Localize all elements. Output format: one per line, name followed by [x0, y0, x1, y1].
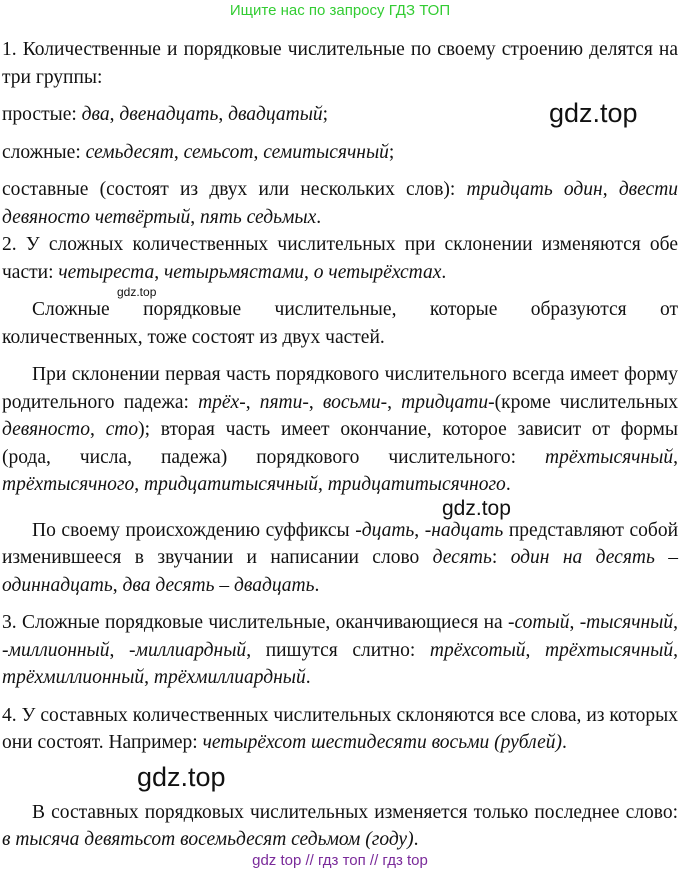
example-word: о четырёхстах	[313, 261, 442, 283]
text-run: ;	[388, 141, 395, 163]
text-run: ,	[414, 519, 425, 541]
text-run: ,	[673, 446, 678, 468]
text-run: представляют собой изменившееся в звучании и написании слово	[2, 519, 679, 568]
text-run: ,	[190, 206, 200, 228]
example-word: пяти-	[259, 391, 309, 413]
text-run: ,	[218, 104, 229, 125]
text-run: ,	[144, 667, 154, 688]
example-word: -надцать	[424, 519, 504, 541]
text-run: ,	[154, 261, 164, 283]
text-run: ,	[317, 474, 328, 495]
example-word: трёхтысячного	[2, 474, 135, 495]
example-word: в тысяча девятьсот восемьдесят седьмом (году)	[2, 829, 414, 850]
watermark-gdz-top: gdz.top	[549, 98, 638, 128]
paragraph-4	[2, 176, 678, 231]
text-run: (кроме числительных	[494, 391, 679, 413]
example-word: пять седьмых	[200, 206, 317, 228]
paragraph-9	[2, 609, 678, 692]
paragraph-8	[2, 517, 678, 600]
example-word: -миллионный	[2, 639, 110, 661]
example-word: трёхсотый	[429, 639, 526, 661]
example-word: два	[81, 104, 110, 125]
text-run: .	[441, 261, 447, 283]
text-run: , пишутся слитно:	[246, 639, 430, 661]
text-run: ,	[304, 261, 314, 283]
example-word: девяносто	[2, 419, 90, 440]
paragraph-10	[2, 702, 678, 757]
paragraph-3	[2, 139, 678, 167]
text-run: ,	[602, 179, 619, 200]
example-word: сто	[105, 419, 139, 440]
paragraph-5	[2, 231, 678, 286]
example-word: -миллиардный	[129, 639, 247, 661]
example-word: четырьмястами	[164, 261, 305, 283]
example-word: четыреста	[58, 261, 155, 283]
example-word: два десять – двадцать	[122, 574, 315, 596]
text-run: ,	[673, 639, 678, 661]
example-word: -сотый	[508, 612, 570, 633]
text-run: ,	[569, 612, 580, 633]
example-word: восьми-	[322, 391, 388, 413]
example-word: семьдесят	[85, 141, 174, 163]
example-word: трёхтысячный	[545, 446, 674, 468]
answer-text	[2, 36, 678, 854]
text-run: ,	[245, 391, 260, 413]
example-word: двадцатый	[228, 104, 323, 125]
text-run: 4. У составных количественных числительных склоняются все слова, из которых они состоят. Например:	[2, 704, 678, 753]
text-run: составные (состоят из двух или нескольких слов):	[2, 179, 467, 200]
text-run: ,	[673, 612, 678, 633]
example-word: тридцати-	[401, 391, 495, 413]
text-run: :	[491, 547, 511, 568]
paragraph-6	[2, 296, 678, 351]
example-word: один на десять – одиннадцать	[2, 547, 679, 596]
text-run: ,	[525, 639, 546, 661]
example-word: трёхмиллионный	[2, 667, 145, 688]
example-word: -тысячный	[579, 612, 674, 633]
text-run: Сложные порядковые числительные, которые образуются от количественных, тоже состоят из двух частей.	[2, 299, 678, 348]
text-run: ,	[109, 639, 129, 661]
paragraph-1	[2, 36, 678, 91]
text-run: ,	[253, 141, 264, 163]
text-run: 1. Количественные и порядковые числительные по своему строению делятся на три группы:	[2, 39, 678, 88]
text-run: По своему происхождению суффиксы	[32, 519, 356, 541]
text-run: 3. Сложные порядковые числительные, оканчивающиеся на	[2, 612, 509, 633]
text-run: .	[305, 667, 311, 688]
text-run: ,	[109, 104, 120, 125]
paragraph-7	[2, 361, 678, 499]
example-word: четырёхсот шестидесяти восьми (рублей)	[202, 732, 562, 753]
text-run: ); вторая часть имеет окончание, которое зависит от формы (рода, числа, падежа) порядкового числительного:	[2, 419, 678, 468]
text-run: ,	[387, 391, 402, 413]
example-word: двенадцать	[119, 104, 219, 125]
paragraph-11	[2, 799, 678, 854]
text-run: В составных порядковых числительных изменяется только последнее слово:	[32, 801, 678, 823]
text-run: ,	[308, 391, 323, 413]
example-word: десять	[432, 547, 492, 568]
watermark-gdz-top-small: gdz.top	[117, 285, 157, 299]
example-word: семьсот	[183, 141, 254, 163]
text-run: простые:	[2, 104, 82, 125]
text-run: .	[413, 829, 419, 850]
text-run: При склонении первая часть порядкового числительного всегда имеет форму родительного падежа:	[2, 364, 678, 413]
text-run: ,	[134, 474, 144, 495]
example-word: трёхтысячный	[545, 639, 674, 661]
text-run: ,	[112, 574, 123, 596]
example-word: тридцатитысячного	[327, 474, 506, 495]
example-word: двести девяносто четвёртый	[2, 179, 679, 228]
example-word: семитысячный	[263, 141, 389, 163]
text-run: .	[316, 206, 322, 228]
example-word: тридцать один	[466, 179, 603, 200]
footer-links[interactable]: gdz top // гдз топ // гдз top	[252, 852, 428, 869]
watermark-gdz-top: gdz.top	[442, 497, 511, 520]
text-run: ;	[322, 104, 329, 125]
example-word: трёх-	[198, 391, 246, 413]
example-word: тридцатитысячный	[143, 474, 318, 495]
example-word: трёхмиллиардный	[153, 667, 306, 688]
text-run: 2. У сложных количественных числительных при склонении изменяются обе части:	[2, 234, 678, 283]
example-word: -дцать	[355, 519, 415, 541]
text-run: ,	[89, 419, 106, 440]
text-run: ,	[173, 141, 184, 163]
header-link[interactable]: Ищите нас по запросу ГДЗ ТОП	[229, 2, 451, 19]
text-run: .	[314, 574, 320, 596]
watermark-gdz-top: gdz.top	[137, 762, 226, 792]
text-run: .	[562, 732, 567, 753]
text-run: сложные:	[2, 141, 86, 163]
text-run: .	[505, 474, 511, 495]
